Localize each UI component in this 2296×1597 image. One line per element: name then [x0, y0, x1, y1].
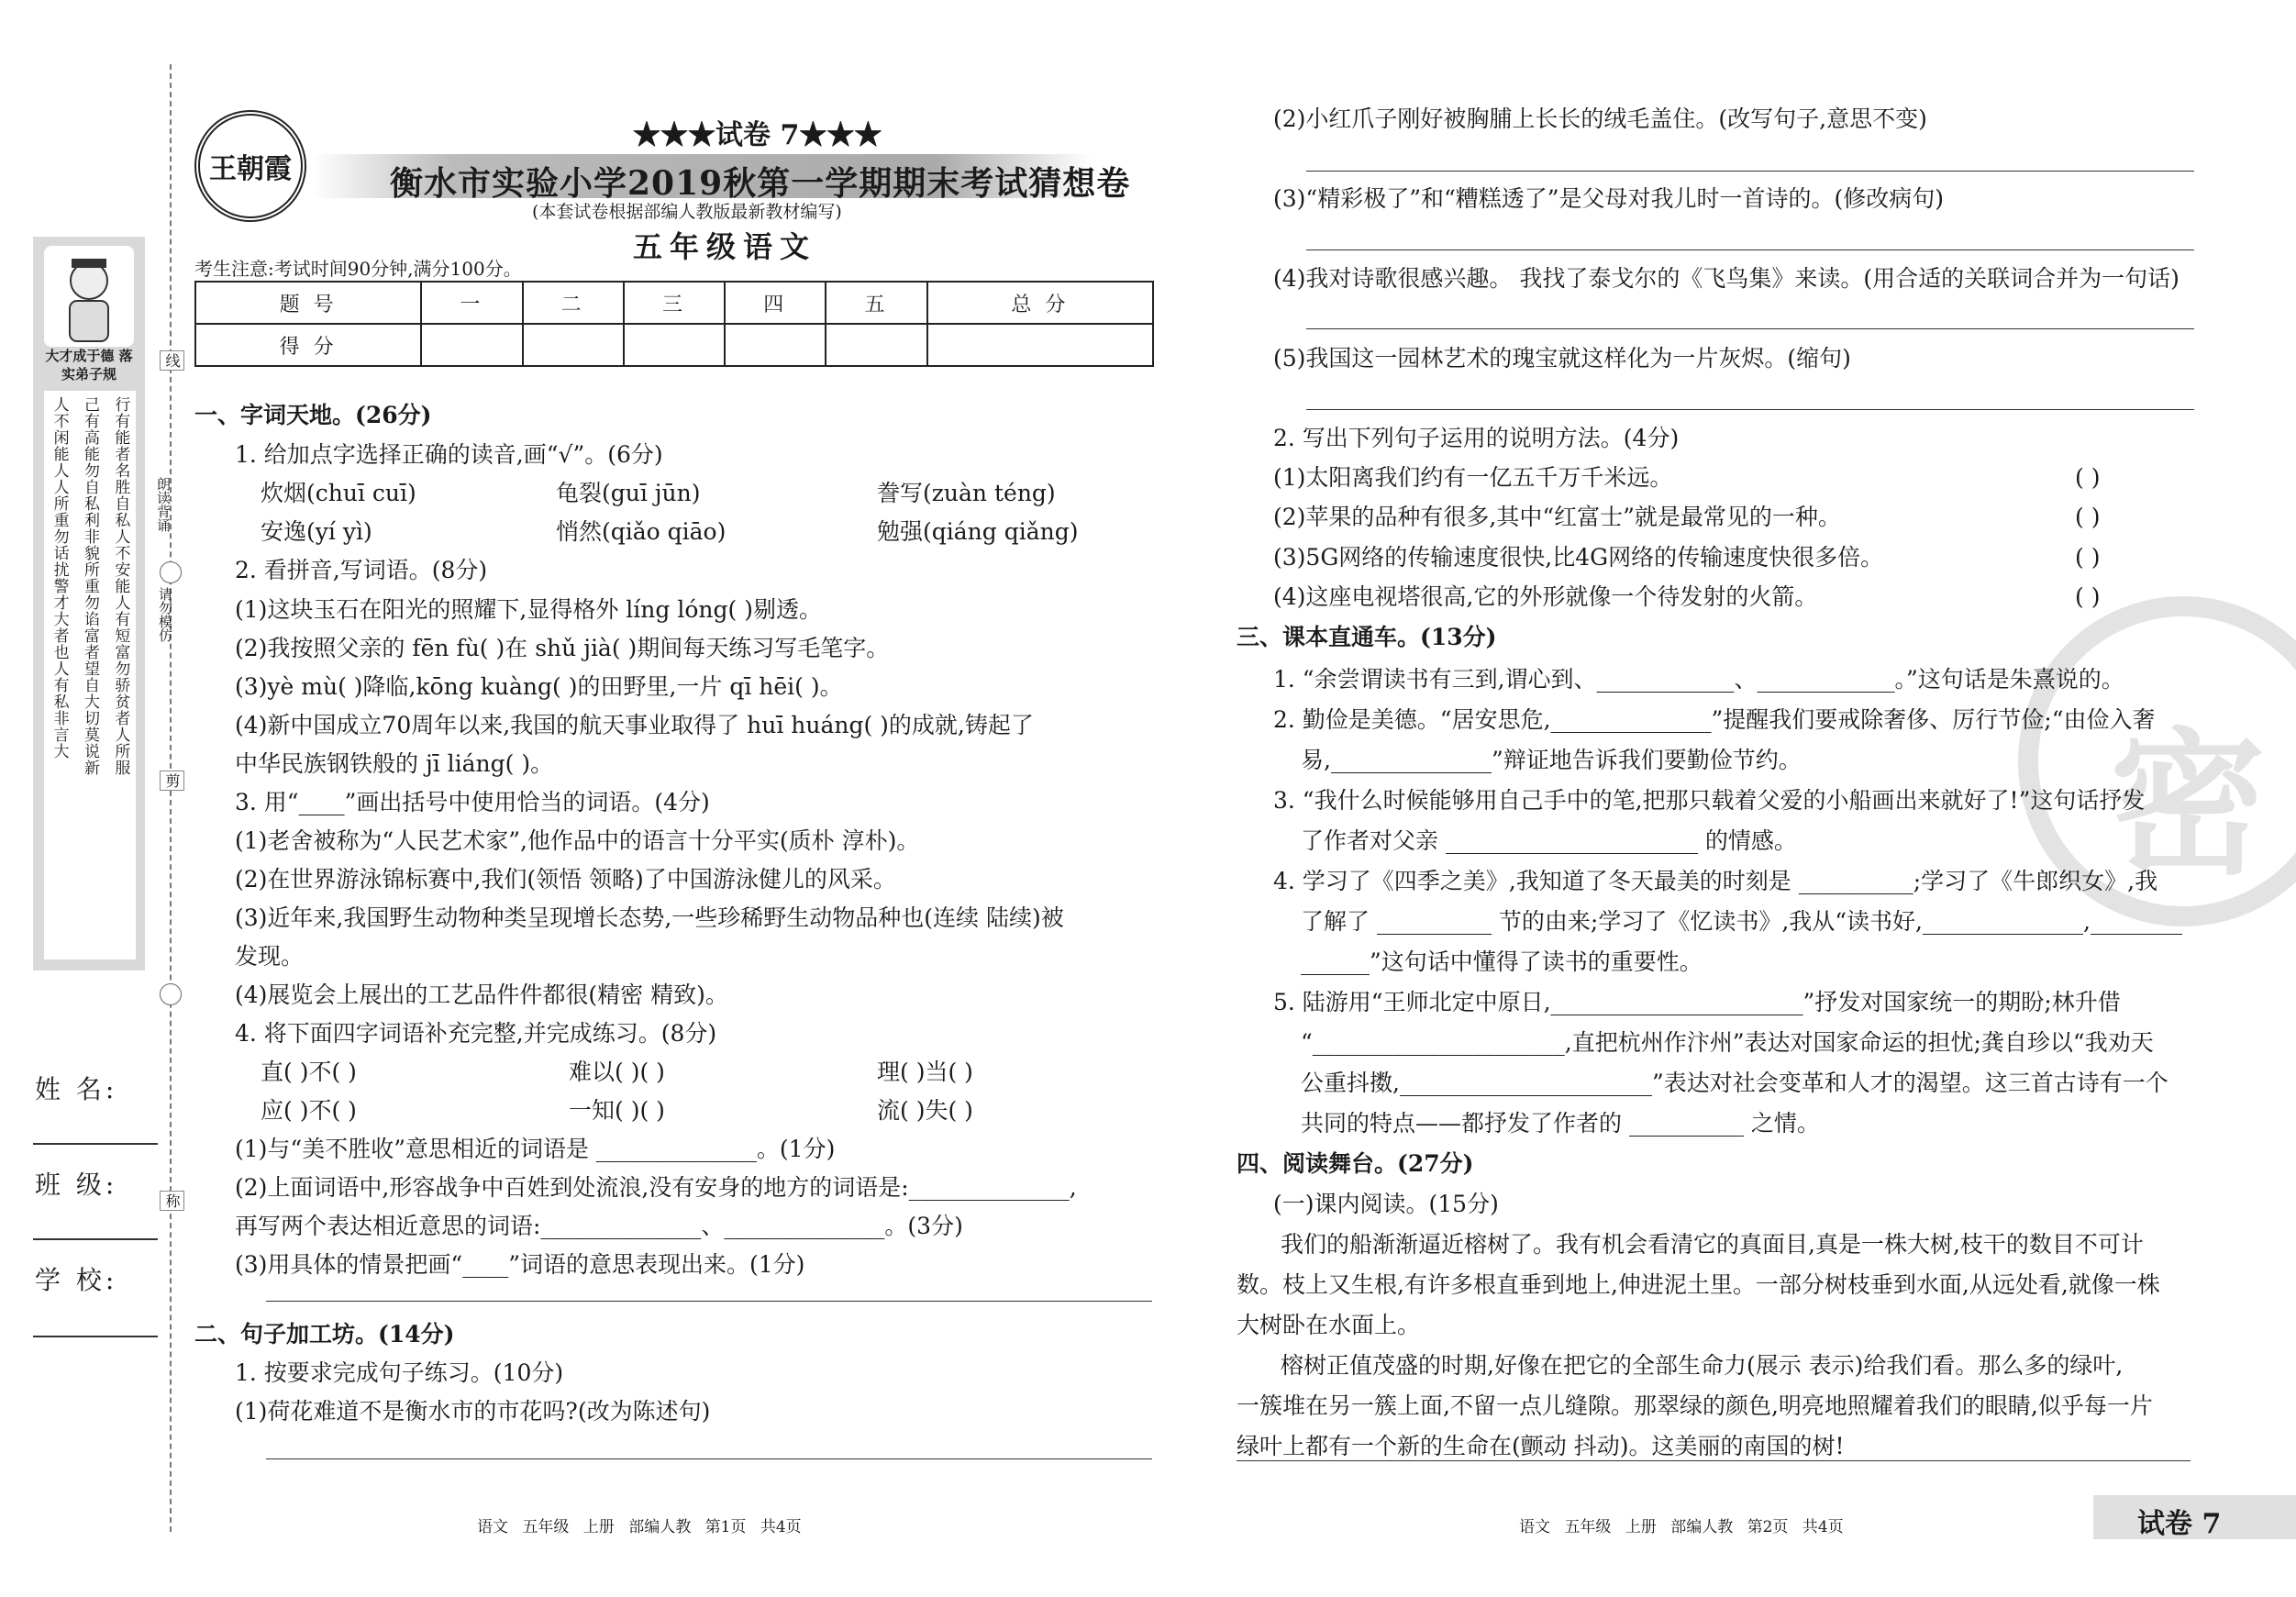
- score-cell[interactable]: [725, 324, 826, 366]
- question-3: 3. 用“____”画出括号中使用恰当的词语。(4分): [235, 789, 710, 815]
- part-2: 2. 写出下列句子运用的说明方法。(4分): [1273, 425, 1680, 451]
- q2-line: (1)这块玉石在阳光的照耀下,显得格外 líng lóng( )剔透。: [235, 596, 822, 623]
- class-field[interactable]: [33, 1238, 158, 1240]
- sidebar-motto: 大才成于德 落实弟子规: [45, 348, 133, 383]
- underline-mark: [1237, 1460, 2191, 1461]
- section-2-heading: 二、句子加工坊。(14分): [194, 1321, 455, 1347]
- school-field[interactable]: [33, 1336, 158, 1337]
- sidebar-verses: [44, 391, 136, 959]
- q4-word: 理( )当( ): [877, 1059, 973, 1085]
- verse-col: 行有能者名胜自私人不安能人有短富勿骄贫者人所服: [111, 396, 130, 776]
- secret-seal-text: 密: [2110, 713, 2267, 896]
- reading-text: 榕树正值茂盛的时期,好像在把它的全部生命力(展示 表示)给我们看。那么多的绿叶,: [1281, 1352, 2124, 1379]
- reading-text: 一簇堆在另一簇上面,不留一点儿缝隙。那翠绿的颜色,明亮地照耀着我们的眼睛,似乎每一片: [1237, 1392, 2153, 1419]
- q2-line: (3)yè mù( )降临,kōng kuàng( )的田野里,一片 qī hēi( )。: [235, 673, 843, 700]
- paper-number: ★★★试卷 7★★★: [633, 119, 882, 151]
- candidate-notice: 考生注意:考试时间90分钟,满分100分。: [194, 258, 522, 280]
- q4-word: 应( )不( ): [261, 1097, 357, 1124]
- q4-word: 难以( )( ): [569, 1059, 665, 1085]
- c-line: 公重抖擞,______________________”表达对社会变革和人才的渴望。这三首古诗有一个: [1301, 1070, 2168, 1096]
- q1-item: 龟裂(guī jūn): [556, 480, 701, 506]
- sidebar: [33, 237, 145, 970]
- score-table: [194, 281, 1154, 367]
- cut-mark-juan: 剪: [160, 771, 184, 791]
- answer-line[interactable]: [266, 1458, 1152, 1459]
- score-label: 得 分: [195, 324, 421, 366]
- reading-text: 大树卧在水面上。: [1237, 1312, 1421, 1338]
- exam-title: 衡水市实验小学2019秋第一学期期末考试猜想卷: [390, 164, 1131, 203]
- q1-item: 悄然(qiǎo qiāo): [556, 518, 727, 545]
- c-line: 5. 陆游用“王师北定中原日,______________________”抒发对国家统一的期盼;林升借: [1273, 989, 2121, 1015]
- question-4: 4. 将下面四字词语补充完整,并完成练习。(8分): [235, 1020, 717, 1047]
- score-cell[interactable]: [523, 324, 624, 366]
- p2-item: (3)5G网络的传输速度很快,比4G网络的传输速度快很多倍。: [1273, 544, 1884, 571]
- binding-note: 请勿模仿: [157, 587, 173, 642]
- score-cell[interactable]: [826, 324, 926, 366]
- q1-item: 誊写(zuàn téng): [877, 480, 1056, 506]
- q4-sub: (1)与“美不胜收”意思相近的词语是 ______________。(1分): [235, 1136, 836, 1162]
- reading-text: 绿叶上都有一个新的生命在(颤动 抖动)。这美丽的南国的树!: [1237, 1433, 1845, 1459]
- footer-left: 语文 五年级 上册 部编人教 第1页 共4页: [477, 1518, 802, 1536]
- school-label: 学 校:: [35, 1265, 118, 1295]
- q1-item: 勉强(qiáng qiǎng): [877, 518, 1079, 545]
- answer-line[interactable]: [1306, 409, 2194, 410]
- score-header: 三: [624, 282, 725, 324]
- p1-line: (2)小红爪子刚好被胸脯上长长的绒毛盖住。(改写句子,意思不变): [1273, 105, 1927, 132]
- c-line: 了解了 __________ 节的由来;学习了《忆读书》,我从“读书好,______________,________: [1301, 908, 2182, 935]
- q3-line: (3)近年来,我国野生动物种类呈现增长态势,一些珍稀野生动物品种也(连续 陆续)被: [235, 904, 1064, 931]
- answer-line[interactable]: [266, 1301, 1152, 1302]
- score-header: 五: [826, 282, 926, 324]
- c-line: 共同的特点——都抒发了作者的 __________ 之情。: [1301, 1110, 1820, 1137]
- c-line: 4. 学习了《四季之美》,我知道了冬天最美的时刻是 __________;学习了《牛郎织女》,我: [1273, 868, 2158, 894]
- p1-line: (5)我国这一园林艺术的瑰宝就这样化为一片灰烬。(缩句): [1273, 345, 1851, 372]
- q3-line: 发现。: [235, 943, 305, 970]
- binding-note: 朗读背诵: [155, 477, 172, 532]
- cut-mark-cheng: 称: [160, 1191, 184, 1211]
- c-line: 易,______________”辩证地告诉我们要勤俭节约。: [1301, 747, 1802, 773]
- part-1: 1. 按要求完成句子练习。(10分): [235, 1359, 564, 1386]
- score-header: 一: [421, 282, 522, 324]
- p2-blank[interactable]: ( ): [2075, 464, 2101, 491]
- verse-col: 己有高能勿自私利非貌所重勿谄富者望自大切莫说新: [80, 396, 99, 776]
- score-header: 四: [725, 282, 826, 324]
- answer-line[interactable]: [1306, 171, 2194, 172]
- p2-item: (1)太阳离我们约有一亿五千万千米远。: [1273, 464, 1673, 491]
- reading-heading: (一)课内阅读。(15分): [1273, 1191, 1499, 1217]
- q3-line: (4)展览会上展出的工艺品件件都很(精密 精致)。: [235, 981, 728, 1008]
- p1-line: (4)我对诗歌很感兴趣。 我找了泰戈尔的《飞鸟集》来读。(用合适的关联词合并为一句话): [1273, 265, 2180, 292]
- q4-sub: (3)用具体的情景把画“____”词语的意思表现出来。(1分): [235, 1251, 805, 1278]
- c-line: 了作者对父亲 ______________________ 的情感。: [1301, 827, 1797, 854]
- score-header: 二: [523, 282, 624, 324]
- c-line: 2. 勤俭是美德。“居安思危,______________”提醒我们要戒除奢侈、厉行节俭;“由俭入奢: [1273, 706, 2156, 733]
- answer-line[interactable]: [1306, 328, 2194, 329]
- p2-item: (2)苹果的品种有很多,其中“红富士”就是最常见的一种。: [1273, 504, 1841, 530]
- footer-right: 语文 五年级 上册 部编人教 第2页 共4页: [1519, 1518, 1844, 1536]
- c-line: ______”这句话中懂得了读书的重要性。: [1301, 948, 1703, 975]
- c-line: 3. “我什么时候能够用自己手中的笔,把那只载着父爱的小船画出来就好了!”这句话抒发: [1273, 787, 2146, 814]
- q3-line: (1)老舍被称为“人民艺术家”,他作品中的语言十分平实(质朴 淳朴)。: [235, 827, 920, 854]
- c-line: “______________________,直把杭州作汴州”表达对国家命运的担忧;龚自珍以“我劝天: [1301, 1029, 2154, 1056]
- p1-line: (3)“精彩极了”和“糟糕透了”是父母对我儿时一首诗的。(修改病句): [1273, 185, 1945, 212]
- publisher-logo: 王朝霞: [194, 110, 306, 222]
- verse-col: 人不闲能人人所重勿话扰警才大者也人有私非言大: [50, 396, 69, 760]
- corner-paper-number: 试卷 7: [2137, 1508, 2222, 1540]
- score-cell[interactable]: [927, 324, 1153, 366]
- p2-blank[interactable]: ( ): [2075, 583, 2101, 610]
- section-1-heading: 一、字词天地。(26分): [194, 402, 432, 428]
- score-cell[interactable]: [624, 324, 725, 366]
- p1-line: (1)荷花难道不是衡水市的市花吗?(改为陈述句): [235, 1398, 711, 1425]
- binding-hole: [160, 561, 182, 583]
- q1-item: 炊烟(chuī cuī): [261, 480, 416, 506]
- p2-item: (4)这座电视塔很高,它的外形就像一个待发射的火箭。: [1273, 583, 1818, 610]
- score-header: 题 号: [195, 282, 421, 324]
- class-label: 班 级:: [35, 1170, 118, 1200]
- section-3-heading: 三、课本直通车。(13分): [1237, 624, 1497, 650]
- p2-blank[interactable]: ( ): [2075, 504, 2101, 530]
- name-label: 姓 名:: [35, 1074, 118, 1104]
- cut-mark-xian: 线: [160, 350, 184, 371]
- q4-word: 流( )失( ): [877, 1097, 973, 1124]
- binding-hole: [160, 983, 182, 1005]
- exam-note: (本套试卷根据部编人教版最新教材编写): [532, 202, 842, 222]
- c-line: 1. “余尝谓读书有三到,谓心到、____________、____________。”这句话是朱熹说的。: [1273, 666, 2124, 693]
- score-header: 总 分: [927, 282, 1153, 324]
- q4-sub: (2)上面词语中,形容战争中百姓到处流浪,没有安身的地方的词语是:______________,: [235, 1174, 1077, 1201]
- exam-subject: 五年级语文: [633, 229, 817, 264]
- q1-item: 安逸(yí yì): [261, 518, 372, 545]
- q4-word: 一知( )( ): [569, 1097, 665, 1124]
- q2-line: (4)新中国成立70周年以来,我国的航天事业取得了 huī huáng( )的成就,铸起了: [235, 712, 1034, 738]
- q3-line: (2)在世界游泳锦标赛中,我们(领悟 领略)了中国游泳健儿的风采。: [235, 866, 896, 893]
- question-1: 1. 给加点字选择正确的读音,画“√”。(6分): [235, 441, 663, 468]
- binding-line: [170, 64, 172, 1532]
- q4-word: 直( )不( ): [261, 1059, 357, 1085]
- question-2: 2. 看拼音,写词语。(8分): [235, 557, 488, 583]
- q4-sub: 再写两个表达相近意思的词语:______________、______________。(3分): [235, 1213, 963, 1239]
- section-4-heading: 四、阅读舞台。(27分): [1237, 1150, 1474, 1177]
- p2-blank[interactable]: ( ): [2075, 544, 2101, 571]
- score-cell[interactable]: [421, 324, 522, 366]
- reading-text: 我们的船渐渐逼近榕树了。我有机会看清它的真面目,真是一株大树,枝干的数目不可计: [1281, 1231, 2144, 1258]
- q2-line: (2)我按照父亲的 fēn fù( )在 shǔ jià( )期间每天练习写毛笔字。: [235, 635, 890, 661]
- scholar-illustration: [44, 246, 134, 347]
- name-field[interactable]: [33, 1143, 158, 1145]
- q2-line: 中华民族钢铁般的 jī liáng( )。: [235, 750, 554, 777]
- reading-text: 数。枝上又生根,有许多根直垂到地上,伸进泥土里。一部分树枝垂到水面,从远处看,就像一株: [1237, 1271, 2160, 1298]
